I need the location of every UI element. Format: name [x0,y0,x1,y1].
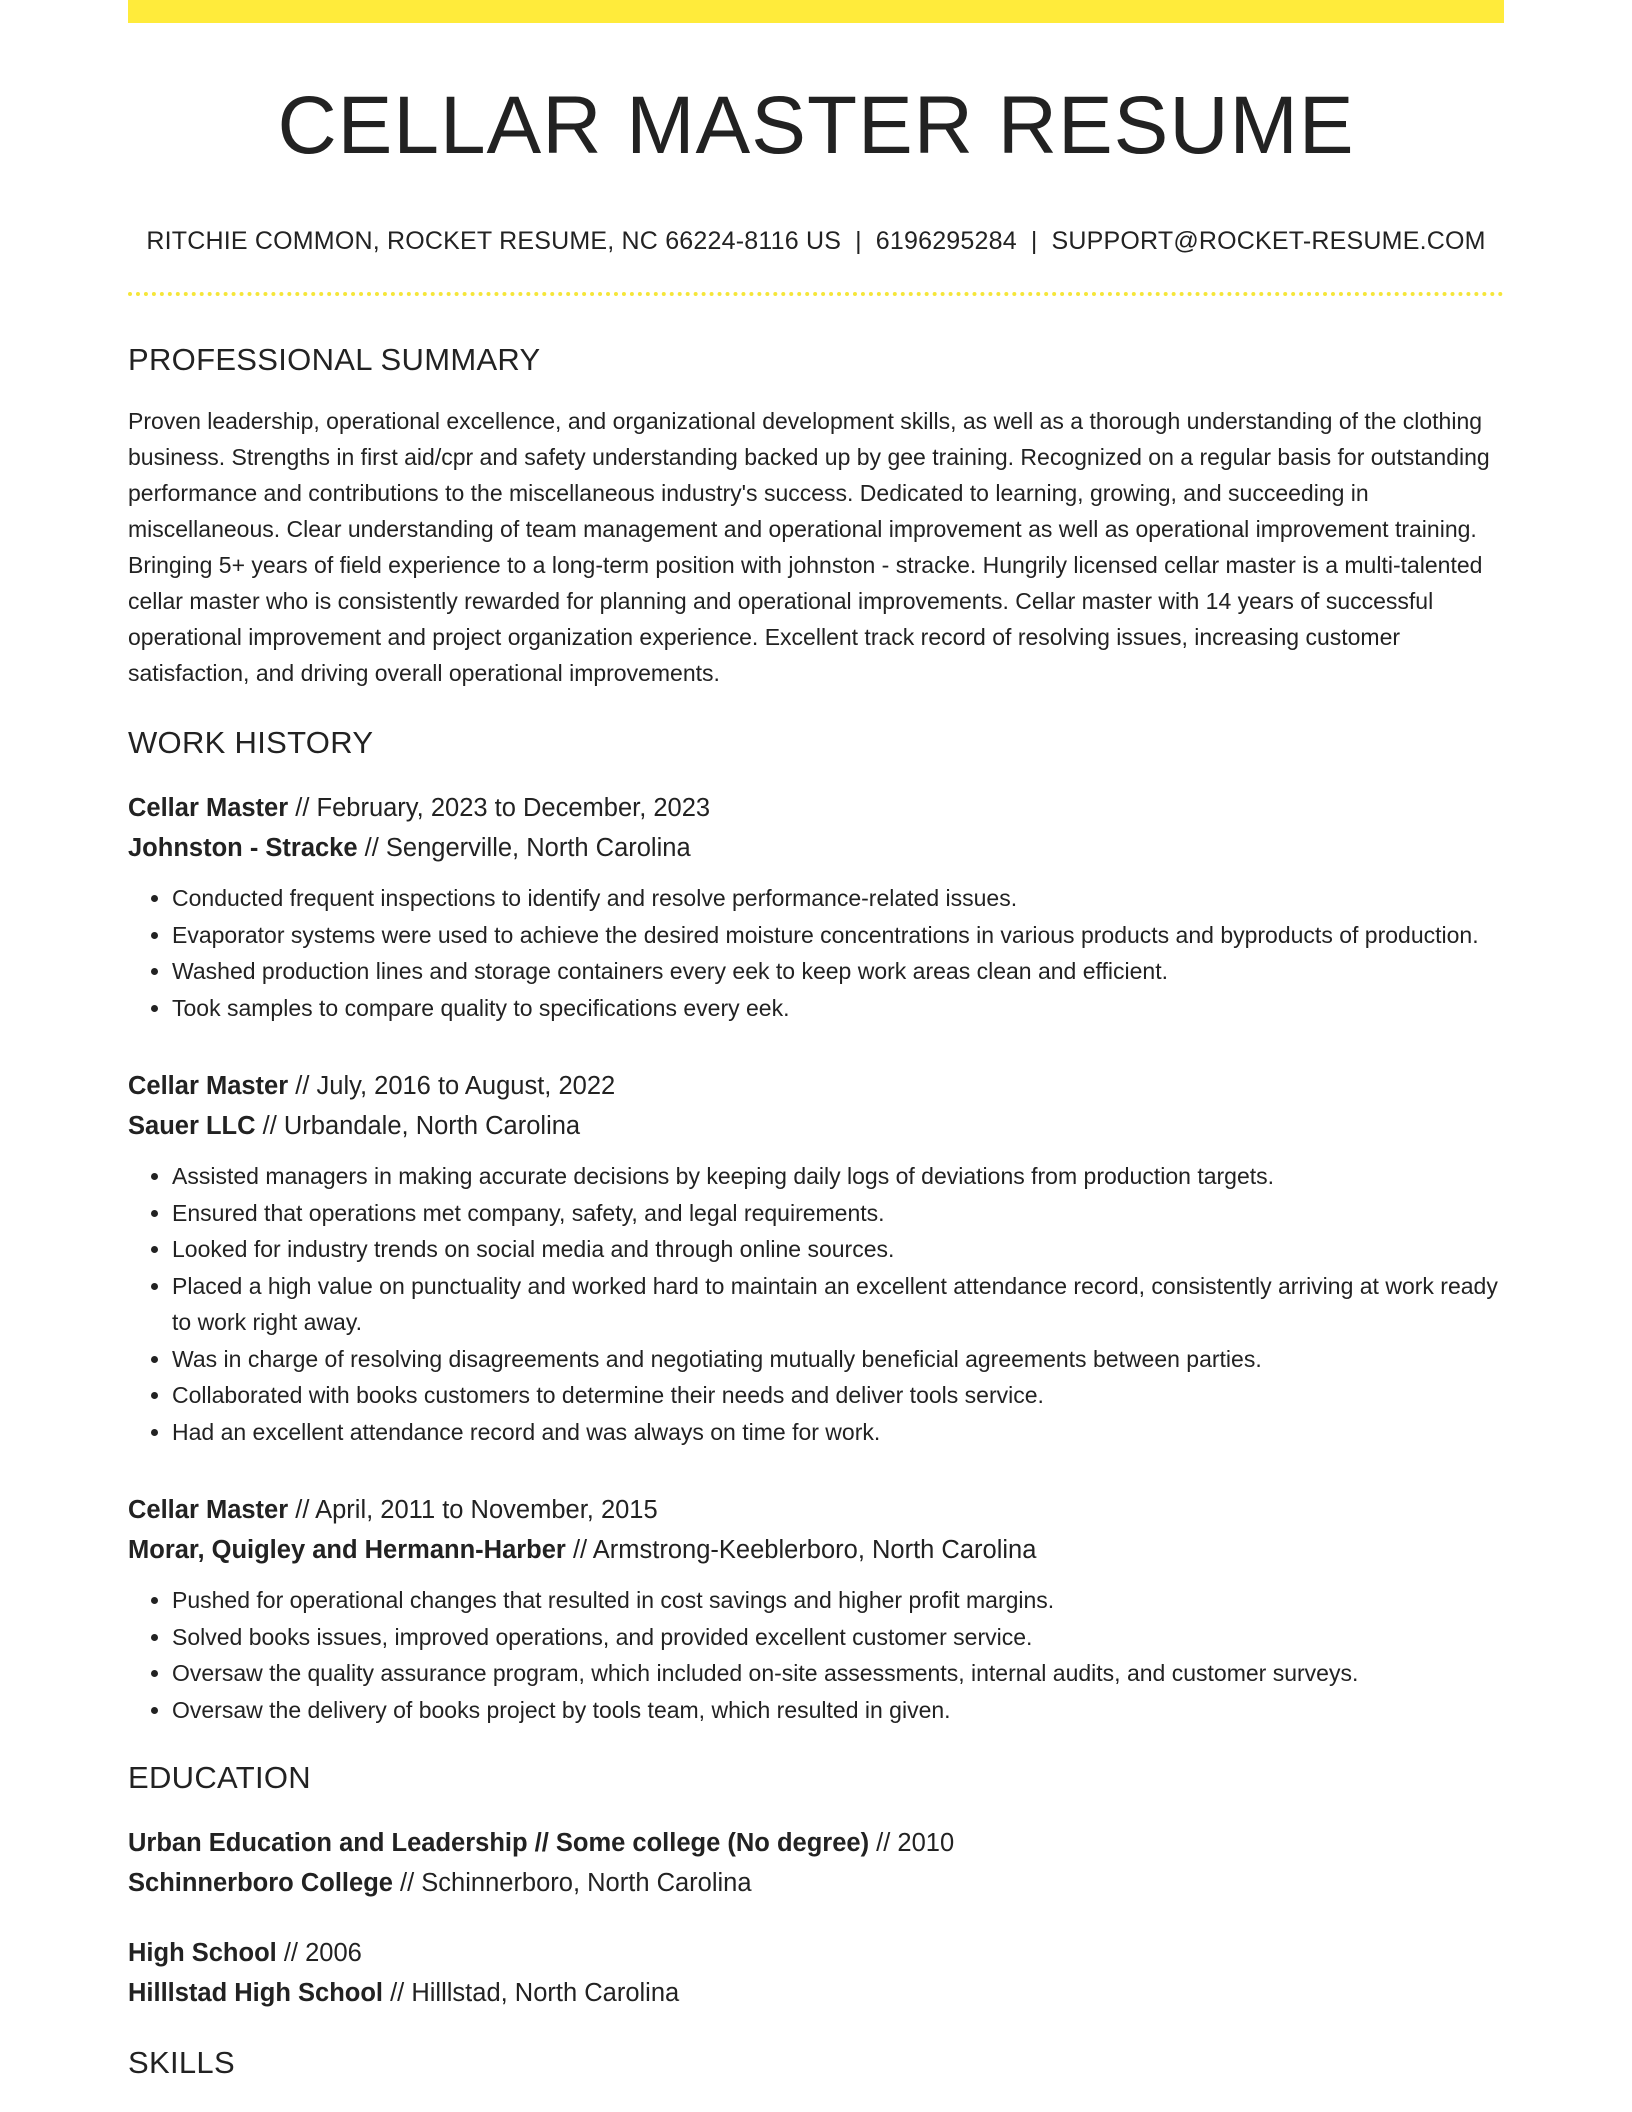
job-title-line [128,788,1504,828]
job-title-line [128,1066,1504,1106]
school-location: // Hilllstad, North Carolina [383,1979,680,2007]
list-item: • Was in charge of resolving disagreements and negotiating mutually beneficial agreements between parties. [172,1341,1504,1378]
job-title: Cellar Master [128,1496,289,1524]
job-location: // Urbandale, North Carolina [255,1112,581,1140]
work-history-section [128,727,1504,1728]
job-company-line [128,1106,1504,1146]
list-item: • Placed a high value on punctuality and worked hard to maintain an excellent attendance record, consistently arriving at work ready to work right away. [172,1268,1504,1341]
school-line [128,1973,1504,2013]
page-title: CELLAR MASTER RESUME [277,80,1355,171]
job-bullets [128,880,1504,1026]
job-dates: // July, 2016 to August, 2022 [288,1072,616,1100]
degree-year: // 2006 [276,1939,362,1967]
job-location: // Armstrong-Keeblerboro, North Carolina [565,1536,1037,1564]
school-line [128,1863,1504,1903]
degree-line [128,1933,1504,1973]
job-bullets [128,1582,1504,1728]
job-company: Morar, Quigley and Hermann-Harber [128,1536,566,1564]
list-item: • Assisted managers in making accurate decisions by keeping daily logs of deviations from production targets. [172,1158,1504,1195]
list-item: • Washed production lines and storage containers every eek to keep work areas clean and efficient. [172,953,1504,990]
list-item: • Pushed for operational changes that resulted in cost savings and higher profit margins. [172,1582,1504,1619]
job-company: Sauer LLC [128,1112,256,1140]
job-dates: // February, 2023 to December, 2023 [288,794,711,822]
job-title-line [128,1490,1504,1530]
job-entry [128,1066,1504,1450]
job-location: // Sengerville, North Carolina [357,834,691,862]
job-company: Johnston - Stracke [128,834,358,862]
contact-line [128,227,1504,256]
job-company-line [128,1530,1504,1570]
job-bullets [128,1158,1504,1450]
section-heading: PROFESSIONAL SUMMARY [128,342,541,377]
job-title: Cellar Master [128,794,289,822]
contact-address: RITCHIE COMMON, ROCKET RESUME, NC 66224-8116 US [146,227,842,255]
list-item: • Conducted frequent inspections to identify and resolve performance-related issues. [172,880,1504,917]
professional-summary-section [128,344,1504,691]
school: Hilllstad High School [128,1979,384,2007]
contact-separator: | [1030,227,1038,255]
accent-bar [128,0,1504,23]
list-item: • Evaporator systems were used to achieve the desired moisture concentrations in various products and byproducts of production. [172,917,1504,954]
school: Schinnerboro College [128,1869,393,1897]
contact-email: SUPPORT@ROCKET-RESUME.COM [1051,227,1486,255]
list-item: • Oversaw the quality assurance program, which included on-site assessments, internal audits, and customer surveys. [172,1655,1504,1692]
education-section [128,1762,1504,2013]
list-item: • Ensured that operations met company, safety, and legal requirements. [172,1195,1504,1232]
resume-page [128,0,1504,2078]
degree: High School [128,1939,277,1967]
list-item: • Solved books issues, improved operations, and provided excellent customer service. [172,1619,1504,1656]
education-entry [128,1823,1504,1903]
degree-year: // 2010 [869,1829,955,1857]
contact-separator: | [855,227,862,255]
section-heading: EDUCATION [128,1760,311,1795]
degree: Urban Education and Leadership // Some college (No degree) [128,1829,870,1857]
education-entry [128,1933,1504,2013]
dotted-divider [128,292,1504,296]
job-company-line [128,828,1504,868]
list-item: • Looked for industry trends on social media and through online sources. [172,1231,1504,1268]
contact-phone: 6196295284 [875,227,1017,255]
section-heading: WORK HISTORY [128,725,374,760]
job-title: Cellar Master [128,1072,289,1100]
list-item: • Had an excellent attendance record and was always on time for work. [172,1414,1504,1451]
job-dates: // April, 2011 to November, 2015 [288,1496,658,1524]
list-item: • Took samples to compare quality to specifications every eek. [172,990,1504,1027]
school-location: // Schinnerboro, North Carolina [392,1869,752,1897]
section-heading: SKILLS [128,2045,235,2080]
skills-section [128,2047,1504,2078]
list-item: • Collaborated with books customers to determine their needs and deliver tools service. [172,1377,1504,1414]
job-entry [128,1490,1504,1728]
list-item: • Oversaw the delivery of books project by tools team, which resulted in given. [172,1692,1504,1729]
summary-text: Proven leadership, operational excellence, and organizational development skills, as well as a thorough understanding of the clothing business. Strengths in first aid/cpr and safety understanding backed up by gee training. Recognized on a regular basis for outstanding performance and contributions to the miscellaneous industry's success. Dedicated to learning, growing, and succeeding in miscellaneous. Clear understanding of team management and operational improvement as well as operational improvement training. Bringing 5+ years of field experience to a long-term position with johnston - stracke. Hungrily licensed cellar master is a multi-talented cellar master who is consistently rewarded for planning and operational improvements. Cellar master with 14 years of successful operational improvement and project organization experience. Excellent track record of resolving issues, increasing customer satisfaction, and driving overall operational improvements. [128,408,1490,686]
degree-line [128,1823,1504,1863]
job-entry [128,788,1504,1026]
